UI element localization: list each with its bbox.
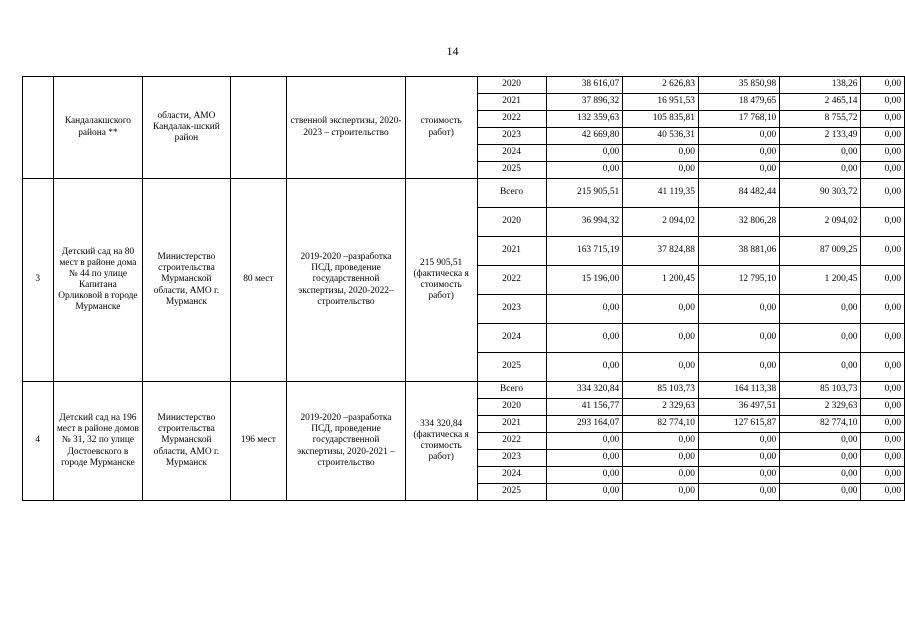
value-cell: 0,00 <box>623 433 699 450</box>
table-row <box>23 77 905 94</box>
value-cell: 0,00 <box>546 162 623 179</box>
object-name-cell: Детский сад на 80 мест в районе дома № 44 по улице Капитана Орликовой в городе Мурманске <box>53 179 143 382</box>
value-cell: 0,00 <box>698 353 779 382</box>
value-cell: 105 835,81 <box>623 111 699 128</box>
object-name-cell: Кандалакшского района ** <box>53 77 143 179</box>
page-number: 14 <box>446 44 459 58</box>
value-cell: 41 156,77 <box>546 399 623 416</box>
value-cell: 0,00 <box>698 162 779 179</box>
value-cell: 0,00 <box>780 433 861 450</box>
value-cell: 0,00 <box>861 94 905 111</box>
value-cell: 37 824,88 <box>623 237 699 266</box>
value-cell: 0,00 <box>780 484 861 501</box>
value-cell: 2 329,63 <box>780 399 861 416</box>
value-cell: 138,26 <box>780 77 861 94</box>
value-cell: 0,00 <box>623 295 699 324</box>
value-cell: 0,00 <box>623 145 699 162</box>
value-cell: 1 200,45 <box>623 266 699 295</box>
period-cell: 2019-2020 –разработка ПСД, проведение государственной экспертизы, 2020-2021 – строительство <box>287 382 406 501</box>
value-cell: 0,00 <box>546 450 623 467</box>
value-cell: 18 479,65 <box>698 94 779 111</box>
value-cell: 0,00 <box>698 467 779 484</box>
value-cell: 32 806,28 <box>698 208 779 237</box>
value-cell: 0,00 <box>861 266 905 295</box>
value-cell: 2 094,02 <box>780 208 861 237</box>
value-cell: 163 715,19 <box>546 237 623 266</box>
value-cell: 0,00 <box>861 467 905 484</box>
value-cell: 85 103,73 <box>780 382 861 399</box>
entry-number-cell <box>23 77 54 179</box>
cost-cell: 215 905,51 (фактическа я стоимость работ) <box>405 179 477 382</box>
value-cell: 41 119,35 <box>623 179 699 208</box>
value-cell: 36 994,32 <box>546 208 623 237</box>
value-cell: 0,00 <box>861 324 905 353</box>
year-cell: 2024 <box>477 467 546 484</box>
value-cell: 38 881,06 <box>698 237 779 266</box>
value-cell: 0,00 <box>546 353 623 382</box>
value-cell: 0,00 <box>623 324 699 353</box>
year-cell: 2020 <box>477 208 546 237</box>
table-row <box>23 179 905 208</box>
entry-number-cell: 4 <box>23 382 54 501</box>
value-cell: 0,00 <box>698 128 779 145</box>
value-cell: 0,00 <box>698 450 779 467</box>
value-cell: 0,00 <box>546 295 623 324</box>
value-cell: 82 774,10 <box>623 416 699 433</box>
value-cell: 16 951,53 <box>623 94 699 111</box>
value-cell: 132 359,63 <box>546 111 623 128</box>
year-cell: 2022 <box>477 111 546 128</box>
year-cell: 2022 <box>477 433 546 450</box>
value-cell: 87 009,25 <box>780 237 861 266</box>
year-cell: 2024 <box>477 324 546 353</box>
value-cell: 0,00 <box>698 324 779 353</box>
value-cell: 0,00 <box>861 179 905 208</box>
value-cell: 0,00 <box>698 295 779 324</box>
year-cell: 2023 <box>477 295 546 324</box>
value-cell: 0,00 <box>861 145 905 162</box>
value-cell: 0,00 <box>861 433 905 450</box>
value-cell: 82 774,10 <box>780 416 861 433</box>
value-cell: 0,00 <box>861 77 905 94</box>
value-cell: 15 196,00 <box>546 266 623 295</box>
value-cell: 2 329,63 <box>623 399 699 416</box>
value-cell: 35 850,98 <box>698 77 779 94</box>
cost-cell: 334 320,84 (фактическа я стоимость работ) <box>405 382 477 501</box>
value-cell: 0,00 <box>623 484 699 501</box>
value-cell: 0,00 <box>623 450 699 467</box>
value-cell: 0,00 <box>861 353 905 382</box>
value-cell: 0,00 <box>546 145 623 162</box>
value-cell: 0,00 <box>861 382 905 399</box>
value-cell: 85 103,73 <box>623 382 699 399</box>
value-cell: 0,00 <box>780 324 861 353</box>
year-cell: 2020 <box>477 77 546 94</box>
value-cell: 0,00 <box>623 467 699 484</box>
value-cell: 0,00 <box>623 353 699 382</box>
year-cell: 2024 <box>477 145 546 162</box>
value-cell: 36 497,51 <box>698 399 779 416</box>
year-cell: 2022 <box>477 266 546 295</box>
capacity-cell <box>230 77 287 179</box>
value-cell: 0,00 <box>780 467 861 484</box>
value-cell: 0,00 <box>546 433 623 450</box>
value-cell: 334 320,84 <box>546 382 623 399</box>
year-cell: 2021 <box>477 237 546 266</box>
value-cell: 0,00 <box>780 145 861 162</box>
value-cell: 0,00 <box>546 324 623 353</box>
object-name-cell: Детский сад на 196 мест в районе домов № 31, 32 по улице Достоевского в городе Мурманске <box>53 382 143 501</box>
value-cell: 37 896,32 <box>546 94 623 111</box>
value-cell: 164 113,38 <box>698 382 779 399</box>
value-cell: 0,00 <box>861 111 905 128</box>
customer-cell: Министерство строительства Мурманской области, АМО г. Мурманск <box>143 179 230 382</box>
value-cell: 0,00 <box>546 484 623 501</box>
value-cell: 0,00 <box>623 162 699 179</box>
value-cell: 0,00 <box>780 295 861 324</box>
value-cell: 1 200,45 <box>780 266 861 295</box>
value-cell: 0,00 <box>861 162 905 179</box>
year-cell: 2025 <box>477 484 546 501</box>
customer-cell: Министерство строительства Мурманской области, АМО г. Мурманск <box>143 382 230 501</box>
value-cell: 17 768,10 <box>698 111 779 128</box>
value-cell: 0,00 <box>861 208 905 237</box>
value-cell: 2 133,49 <box>780 128 861 145</box>
value-cell: 0,00 <box>861 484 905 501</box>
construction-objects-table <box>22 76 905 501</box>
value-cell: 293 164,07 <box>546 416 623 433</box>
value-cell: 0,00 <box>780 450 861 467</box>
value-cell: 0,00 <box>780 353 861 382</box>
value-cell: 2 626,83 <box>623 77 699 94</box>
value-cell: 215 905,51 <box>546 179 623 208</box>
year-cell: 2025 <box>477 353 546 382</box>
value-cell: 2 465,14 <box>780 94 861 111</box>
value-cell: 84 482,44 <box>698 179 779 208</box>
value-cell: 8 755,72 <box>780 111 861 128</box>
value-cell: 90 303,72 <box>780 179 861 208</box>
capacity-cell: 196 мест <box>230 382 287 501</box>
value-cell: 0,00 <box>861 128 905 145</box>
year-cell: 2023 <box>477 450 546 467</box>
value-cell: 2 094,02 <box>623 208 699 237</box>
customer-cell: области, АМО Кандалак-шский район <box>143 77 230 179</box>
capacity-cell: 80 мест <box>230 179 287 382</box>
period-cell: ственной экспертизы, 2020-2023 – строительство <box>287 77 406 179</box>
value-cell: 40 536,31 <box>623 128 699 145</box>
value-cell: 0,00 <box>698 433 779 450</box>
value-cell: 0,00 <box>861 295 905 324</box>
table-row <box>23 382 905 399</box>
value-cell: 0,00 <box>698 145 779 162</box>
cost-cell: стоимость работ) <box>405 77 477 179</box>
entry-number-cell: 3 <box>23 179 54 382</box>
year-cell: 2023 <box>477 128 546 145</box>
value-cell: 0,00 <box>861 450 905 467</box>
value-cell: 0,00 <box>861 416 905 433</box>
year-cell: Всего <box>477 382 546 399</box>
year-cell: 2021 <box>477 94 546 111</box>
period-cell: 2019-2020 –разработка ПСД, проведение государственной экспертизы, 2020-2022– строительство <box>287 179 406 382</box>
year-cell: 2020 <box>477 399 546 416</box>
value-cell: 127 615,87 <box>698 416 779 433</box>
value-cell: 12 795,10 <box>698 266 779 295</box>
value-cell: 42 669,80 <box>546 128 623 145</box>
value-cell: 38 616,07 <box>546 77 623 94</box>
value-cell: 0,00 <box>780 162 861 179</box>
year-cell: Всего <box>477 179 546 208</box>
year-cell: 2025 <box>477 162 546 179</box>
value-cell: 0,00 <box>861 237 905 266</box>
value-cell: 0,00 <box>546 467 623 484</box>
value-cell: 0,00 <box>698 484 779 501</box>
year-cell: 2021 <box>477 416 546 433</box>
value-cell: 0,00 <box>861 399 905 416</box>
